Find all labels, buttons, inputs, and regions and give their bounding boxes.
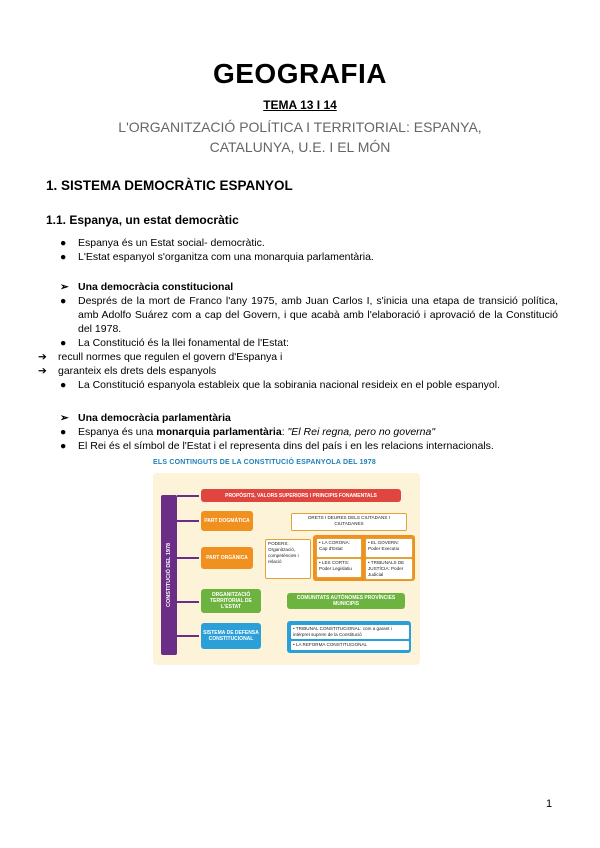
list-item: ● La Constitució és la llei fonamental de l'Estat: xyxy=(60,337,289,349)
parlamentaria-list xyxy=(58,411,558,453)
connector xyxy=(177,601,199,603)
row4-text: COMUNITATS AUTÒNOMES PROVÍNCIES MUNICIPIS xyxy=(287,593,405,609)
reforma-box: • LA REFORMA CONSTITUCIONAL xyxy=(290,640,410,651)
arrow-icon: ➢ xyxy=(60,281,69,293)
bullet-icon: ● xyxy=(60,379,67,391)
list-item: ● La Constitució espanyola estableix que la sobirania nacional resideix en el poble espanyol. xyxy=(60,379,501,391)
document-subtitle: L'ORGANITZACIÓ POLÍTICA I TERRITORIAL: ESPANYA, CATALUNYA, U.E. I EL MÓN xyxy=(118,119,482,155)
connector xyxy=(177,520,199,522)
list-item: ● Espanya és una monarquia parlamentària: "El Rei regna, pero no governa" xyxy=(60,426,436,438)
connector xyxy=(177,635,199,637)
corts-box: • LES CORTS: Poder Legislatiu xyxy=(316,558,362,578)
list-item: ➔ recull normes que regulen el govern d'Espanya i xyxy=(38,351,283,363)
document-title: GEOGRAFIA xyxy=(212,58,388,89)
bullet-icon: ● xyxy=(60,426,67,438)
row3-label: PART ORGÀNICA xyxy=(201,547,253,569)
intro-list xyxy=(58,236,558,264)
list-item: ➔ garanteix els drets dels espanyols xyxy=(38,365,217,377)
list-item: ● Després de la mort de Franco l'any 1975, amb Juan Carlos I, s'inicia una etapa de transició política, amb Adolfo Suárez com a cap del Govern, i que acabà amb l'elaboració i aprovació de la Constitució del 1978. xyxy=(60,295,558,335)
arrow-right-icon: ➔ xyxy=(38,365,47,377)
connector xyxy=(177,557,199,559)
list-heading: ➢ Una democràcia parlamentària xyxy=(60,412,231,424)
figure-background xyxy=(153,473,420,665)
tribunal-constitucional-box: • TRIBUNAL CONSTITUCIONAL: com a garant i intèrpret suprem de la Constitució xyxy=(290,624,410,640)
figure-title: ELS CONTINGUTS DE LA CONSTITUCIÓ ESPANYOLA DEL 1978 xyxy=(153,459,376,466)
spine-label: CONSTITUCIÓ DEL 1978 xyxy=(166,542,172,608)
row3-poders: PODERS: Organització, competències i relació xyxy=(265,539,311,579)
tema-label: TEMA 13 I 14 xyxy=(263,98,337,112)
section-heading: 1. SISTEMA DEMOCRÀTIC ESPANYOL xyxy=(46,178,293,193)
row2-label: PART DOGMÀTICA xyxy=(201,511,253,531)
arrow-icon: ➢ xyxy=(60,412,69,424)
bullet-icon: ● xyxy=(60,337,67,349)
row2-text: DRETS I DEURES DELS CIUTADANS I CIUTADANES xyxy=(291,513,407,531)
bullet-icon: ● xyxy=(60,237,67,249)
row5-panel xyxy=(287,621,411,653)
constitution-diagram xyxy=(153,459,420,665)
connector xyxy=(177,495,199,497)
bullet-icon: ● xyxy=(60,440,67,452)
bullet-icon: ● xyxy=(60,251,67,263)
subsection-heading: 1.1. Espanya, un estat democràtic xyxy=(46,213,239,227)
arrow-right-icon: ➔ xyxy=(38,351,47,363)
list-item: ● El Rei és el símbol de l'Estat i el representa dins del país i en les relacions internacionals. xyxy=(60,440,494,452)
row3-powers-panel xyxy=(313,535,415,581)
list-heading: ➢ Una democràcia constitucional xyxy=(60,281,234,293)
corona-box: • LA CORONA: Cap d'Estat xyxy=(316,538,362,558)
list-item: ● L'Estat espanyol s'organitza com una monarquia parlamentària. xyxy=(60,251,374,263)
tribunals-box: • TRIBUNALS DE JUSTÍCIA: Poder Judicial xyxy=(365,558,413,580)
page-number: 1 xyxy=(546,798,553,810)
bullet-icon: ● xyxy=(60,295,67,307)
row4-label: ORGANITZACIÓ TERRITORIAL DE L'ESTAT xyxy=(201,589,261,613)
constitucional-list xyxy=(38,280,558,392)
list-item: ● Espanya és un Estat social- democràtic. xyxy=(60,237,265,249)
row1-box: PROPÒSITS, VALORS SUPERIORS I PRINCIPIS FONAMENTALS xyxy=(201,489,401,502)
row5-label: SISTEMA DE DEFENSA CONSTITUCIONAL xyxy=(201,623,261,649)
govern-box: • EL GOVERN: Poder Executiu xyxy=(365,538,413,558)
